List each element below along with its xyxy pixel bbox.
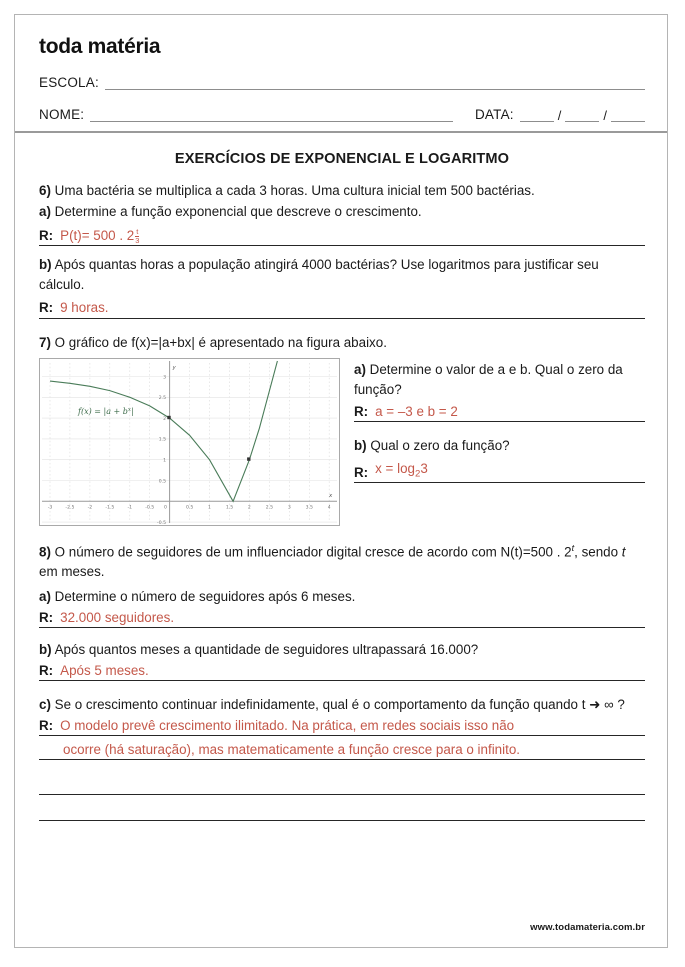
exercise-8 — [39, 542, 645, 628]
exercise-6b-letter: b) — [39, 257, 52, 273]
x-tick-labels — [48, 505, 331, 511]
exercise-6a-answer-row[interactable] — [39, 227, 645, 247]
exercise-7b — [354, 436, 645, 483]
exercise-8c-question-text-1: Se o crescimento continuar indefinidamente, qual é o comportamento da função quando t — [54, 697, 590, 713]
blank-answer-line-1[interactable] — [39, 769, 645, 795]
date-slash-1: / — [557, 108, 562, 123]
exercise-8c-letter: c) — [39, 697, 51, 713]
svg-text:1.5: 1.5 — [158, 437, 166, 443]
exercise-8-exponent: t — [571, 543, 575, 554]
exercise-7b-question-text: Qual o zero da função? — [370, 438, 510, 454]
log-base: 2 — [414, 468, 421, 480]
svg-text:0: 0 — [164, 505, 167, 511]
svg-text:1: 1 — [208, 505, 211, 511]
blank-answer-line-2[interactable] — [39, 795, 645, 821]
svg-text:1.5: 1.5 — [225, 505, 234, 511]
exercise-8c-question — [39, 695, 645, 714]
exercise-8c-answer-line2: ocorre (há saturação), mas matematicamente a função cresce para o infinito. — [39, 739, 645, 760]
exercise-8b-letter: b) — [39, 642, 52, 658]
page-header — [15, 15, 667, 133]
exercise-7a-question-text: Determine o valor de a e b. Qual o zero da função? — [354, 362, 623, 397]
exercise-6-number: 6) — [39, 183, 51, 198]
exercise-8a-question — [39, 587, 645, 606]
exercise-8-statement — [39, 542, 645, 581]
answer-label: R: — [39, 717, 54, 733]
escola-label: ESCOLA: — [39, 75, 99, 90]
exercise-8c-answer: O modelo prevê crescimento ilimitado. Na prática, em redes sociais isso não — [60, 717, 515, 733]
escola-input-line[interactable] — [105, 77, 645, 90]
exercise-8a-letter: a) — [39, 589, 51, 605]
svg-text:2: 2 — [163, 417, 166, 423]
exercise-8-variable: t — [621, 544, 626, 560]
svg-text:3.5: 3.5 — [305, 505, 313, 511]
exercise-8c — [39, 695, 645, 760]
nome-label: NOME: — [39, 107, 85, 122]
exercise-7a — [354, 360, 645, 422]
svg-text:0.5: 0.5 — [185, 505, 194, 511]
page-title: EXERCÍCIOS DE EXPONENCIAL E LOGARITMO — [174, 151, 510, 167]
exercise-7 — [39, 333, 645, 526]
exercise-7b-answer-row[interactable] — [354, 460, 645, 483]
svg-text:-2.5: -2.5 — [65, 505, 75, 511]
exercise-6b-question — [39, 255, 645, 294]
exercise-8-statement-text-3: em meses. — [39, 564, 105, 580]
exercise-7-statement — [39, 333, 645, 352]
exercise-8b-answer-row[interactable] — [39, 662, 645, 681]
svg-text:3: 3 — [287, 505, 291, 511]
exercise-7a-answer: a = –3 e b = 2 — [375, 404, 458, 420]
answer-label: R: — [39, 609, 54, 625]
data-day-input[interactable] — [520, 109, 554, 122]
graph-point-2-1 — [247, 458, 250, 461]
exercise-8-statement-text-1: O número de seguidores de um influenciador digital cresce de acordo com N(t)=500 . 2 — [54, 544, 572, 560]
exponent-numerator: t — [136, 227, 139, 237]
svg-text:-3: -3 — [47, 505, 53, 511]
exercise-6b-answer: 9 horas. — [60, 300, 109, 316]
exercise-6a-answer — [60, 227, 645, 245]
exercise-7a-answer-row[interactable] — [354, 403, 645, 422]
nome-input-line[interactable] — [90, 109, 453, 122]
graph-svg — [40, 359, 339, 525]
svg-text:-2: -2 — [87, 505, 93, 511]
svg-text:-0.5: -0.5 — [157, 521, 166, 526]
exercise-6a-exponent-fraction — [135, 228, 139, 244]
exercise-8-number: 8) — [39, 544, 51, 560]
exercise-8b-answer: Após 5 meses. — [60, 662, 149, 678]
exercise-6a-answer-base: P(t)= 500 . 2 — [60, 227, 135, 243]
graph-function-label: $f(x) = |a + b^x|$ — [78, 407, 134, 417]
svg-text:-0.5: -0.5 — [145, 505, 155, 511]
nome-field-row — [39, 107, 645, 122]
arrow-icon: ➜ — [589, 697, 601, 713]
exercise-7-body — [39, 358, 645, 526]
answer-label: R: — [39, 662, 54, 678]
exercise-8b — [39, 640, 645, 681]
exercise-7-questions — [354, 358, 645, 483]
y-axis-label: y — [172, 365, 176, 372]
svg-text:2.5: 2.5 — [265, 505, 274, 511]
exercise-8b-question — [39, 640, 645, 659]
svg-text:-1: -1 — [127, 505, 133, 511]
answer-label: R: — [354, 464, 369, 480]
svg-text:1: 1 — [163, 458, 166, 464]
data-label: DATA: — [474, 107, 514, 122]
brand-logo: toda matéria — [39, 35, 161, 58]
exercise-8c-question-text-2: ∞ ? — [600, 697, 625, 713]
exercise-6b — [39, 255, 645, 318]
log-argument: 3 — [420, 460, 428, 476]
exercise-7a-letter: a) — [354, 362, 366, 378]
exercise-6-statement — [39, 181, 645, 200]
exercise-7a-question — [354, 360, 645, 399]
exercise-7b-answer — [375, 460, 645, 481]
svg-text:2: 2 — [247, 505, 251, 511]
x-axis-label: x — [329, 493, 333, 500]
answer-label: R: — [39, 227, 54, 243]
answer-label: R: — [39, 300, 54, 316]
answer-label: R: — [354, 404, 369, 420]
exercise-6-statement-text: Uma bactéria se multiplica a cada 3 horas. Uma cultura inicial tem 500 bactérias. — [54, 183, 535, 198]
escola-field-row — [39, 75, 645, 90]
exercise-6a-letter: a) — [39, 204, 51, 220]
exercise-7-number: 7) — [39, 334, 51, 350]
svg-text:2.5: 2.5 — [158, 396, 166, 402]
graph-point-0-2 — [167, 416, 170, 419]
svg-text:0.5: 0.5 — [158, 479, 166, 485]
exercise-8a-answer: 32.000 seguidores. — [60, 609, 175, 625]
exercise-6a-question-text: Determine a função exponencial que descreve o crescimento. — [54, 204, 422, 220]
svg-text:4: 4 — [327, 505, 331, 511]
exercise-6a-question — [39, 202, 645, 221]
svg-text:3: 3 — [163, 375, 166, 381]
worksheet-page — [14, 14, 668, 948]
data-month-input[interactable] — [565, 109, 599, 122]
date-slash-2: / — [603, 108, 607, 123]
worksheet-content — [15, 133, 667, 821]
exercise-8a-question-text: Determine o número de seguidores após 6 meses. — [54, 589, 356, 605]
exercise-6b-question-text: Após quantas horas a população atingirá 4000 bactérias? Use logaritmos para justificar seu cálculo. — [39, 257, 599, 292]
exponent-denominator: 3 — [135, 235, 140, 245]
exercise-7b-question — [354, 436, 645, 455]
function-graph — [39, 358, 340, 526]
exercise-7b-letter: b) — [354, 438, 367, 454]
log-expression-prefix: x = log — [375, 460, 415, 476]
exercise-6b-answer-row[interactable] — [39, 299, 645, 318]
footer-url: www.todamateria.com.br — [530, 922, 645, 933]
exercise-7-statement-text: O gráfico de f(x)=|a+bx| é apresentado na figura abaixo. — [54, 334, 387, 350]
exercise-6 — [39, 181, 645, 246]
exercise-8-statement-text-2: , sendo — [574, 544, 622, 560]
svg-text:-1.5: -1.5 — [105, 505, 115, 511]
data-year-input[interactable] — [611, 109, 645, 122]
exercise-8a-answer-row[interactable] — [39, 609, 645, 628]
exercise-8b-question-text: Após quantos meses a quantidade de seguidores ultrapassará 16.000? — [54, 642, 479, 658]
exercise-8c-answer-row[interactable] — [39, 717, 645, 736]
